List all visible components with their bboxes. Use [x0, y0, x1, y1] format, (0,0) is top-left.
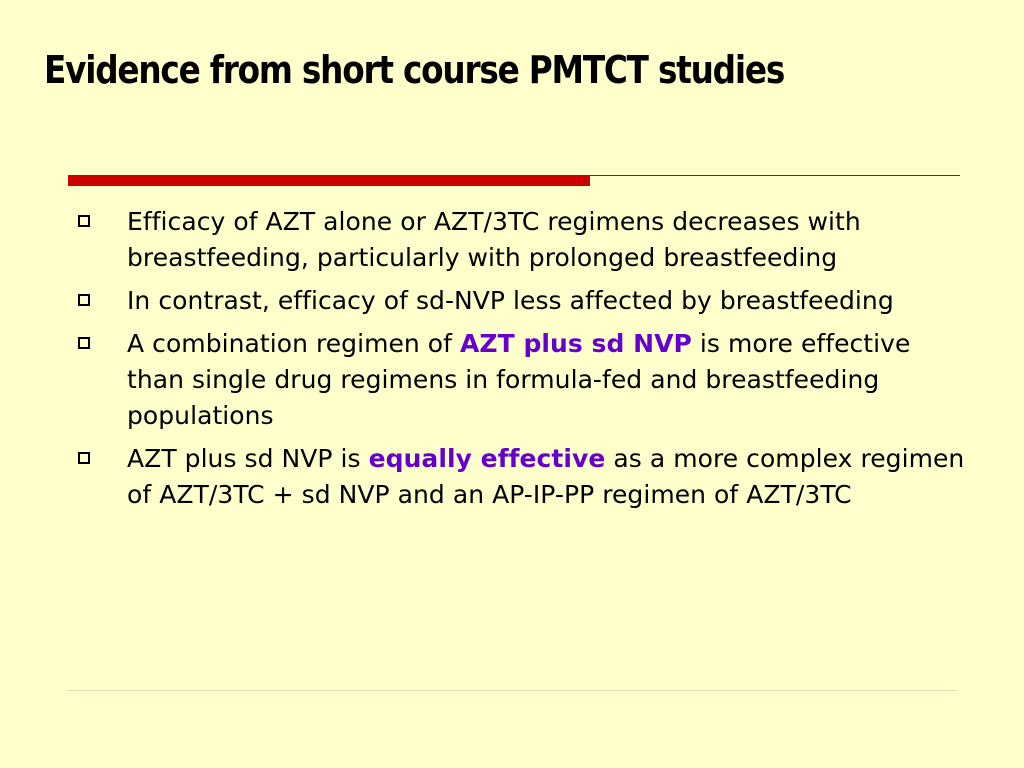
- bullet-list: [76, 204, 966, 520]
- bullet-item: [76, 204, 966, 276]
- bullet-text: In contrast, efficacy of sd-NVP less affected by breastfeeding: [127, 286, 894, 315]
- bullet-text-after: as a more complex regimen of AZT/3TC + sd NVP and an AP-IP-PP regimen of AZT/3TC: [127, 444, 965, 509]
- bullet-item: [76, 326, 966, 434]
- checkbox-icon: [78, 452, 90, 464]
- bullet-text-before: A combination regimen of: [127, 329, 461, 358]
- footer-divider-line: [68, 690, 956, 691]
- bullet-text: Efficacy of AZT alone or AZT/3TC regimens decreases with breastfeeding, particularly with prolonged breastfeeding: [127, 207, 861, 272]
- checkbox-icon: [78, 337, 90, 349]
- bullet-highlight: equally effective: [368, 444, 606, 473]
- bullet-text-before: AZT plus sd NVP is: [127, 444, 369, 473]
- title-accent-bar: [68, 175, 590, 186]
- bullet-text-after: is more effective than single drug regimens in formula-fed and breastfeeding populations: [127, 329, 911, 430]
- checkbox-icon: [78, 215, 90, 227]
- checkbox-icon: [78, 294, 90, 306]
- bullet-highlight: AZT plus sd NVP: [460, 329, 692, 358]
- bullet-item: [76, 283, 966, 319]
- bullet-item: [76, 441, 966, 513]
- slide-title: Evidence from short course PMTCT studies: [44, 48, 785, 92]
